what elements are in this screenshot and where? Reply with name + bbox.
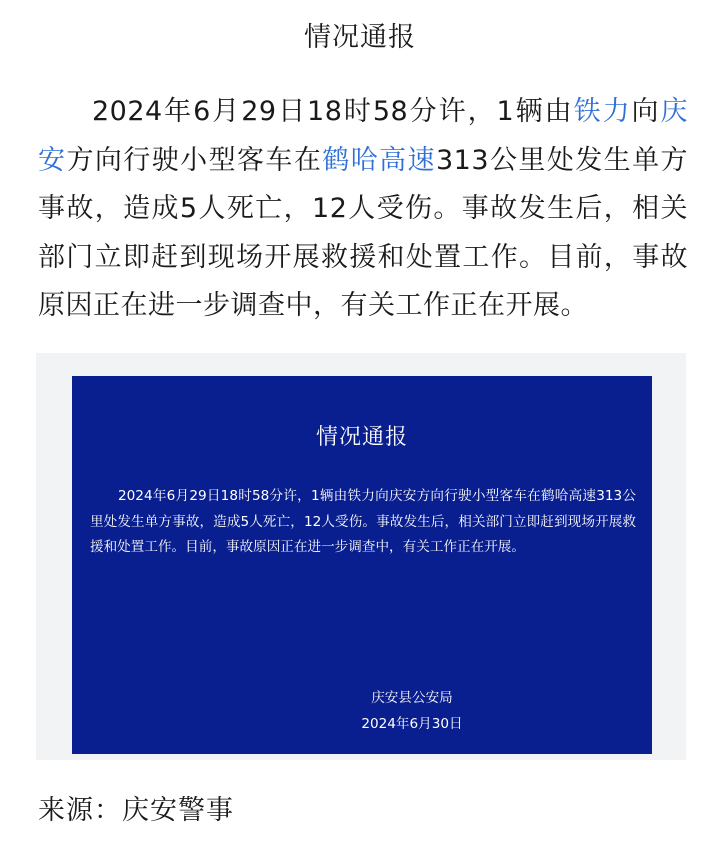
notice-date: 2024年6月30日 bbox=[361, 716, 463, 732]
article-body-text: 2024年6月29日18时58分许，1辆由 bbox=[92, 96, 574, 127]
link-tieli[interactable]: 铁力 bbox=[573, 96, 632, 127]
article-body bbox=[38, 88, 688, 331]
notice-issuer: 庆安县公安局 bbox=[371, 690, 453, 706]
notice-title: 情况通报 bbox=[315, 425, 408, 450]
article-body-text: 方向行驶小型客车在 bbox=[66, 144, 323, 176]
link-hehagaosu[interactable]: 鹤哈高速 bbox=[322, 144, 436, 176]
article-body-text: 向 bbox=[631, 96, 661, 127]
article-title: 情况通报 bbox=[304, 22, 416, 53]
article-body-text: 313公里处发生单方事故，造成5人死亡，12人受伤。事故发生后，相关部门立即赶到现场开展救援和处置工作。目前，事故原因正在进一步调查中，有关工作正在开展。 bbox=[38, 144, 689, 321]
link-qingan[interactable]: 庆安 bbox=[38, 96, 689, 176]
notice-body: 2024年6月29日18时58分许，1辆由铁力向庆安方向行驶小型客车在鹤哈高速313公里处发生单方事故，造成5人死亡，12人受伤。事故发生后，相关部门立即赶到现场开展救援和处置工作。目前，事故原因正在进一步调查中，有关工作正在开展。 bbox=[90, 488, 636, 555]
source-line: 来源：庆安警事 bbox=[38, 795, 234, 826]
notice-image[interactable] bbox=[72, 376, 652, 754]
